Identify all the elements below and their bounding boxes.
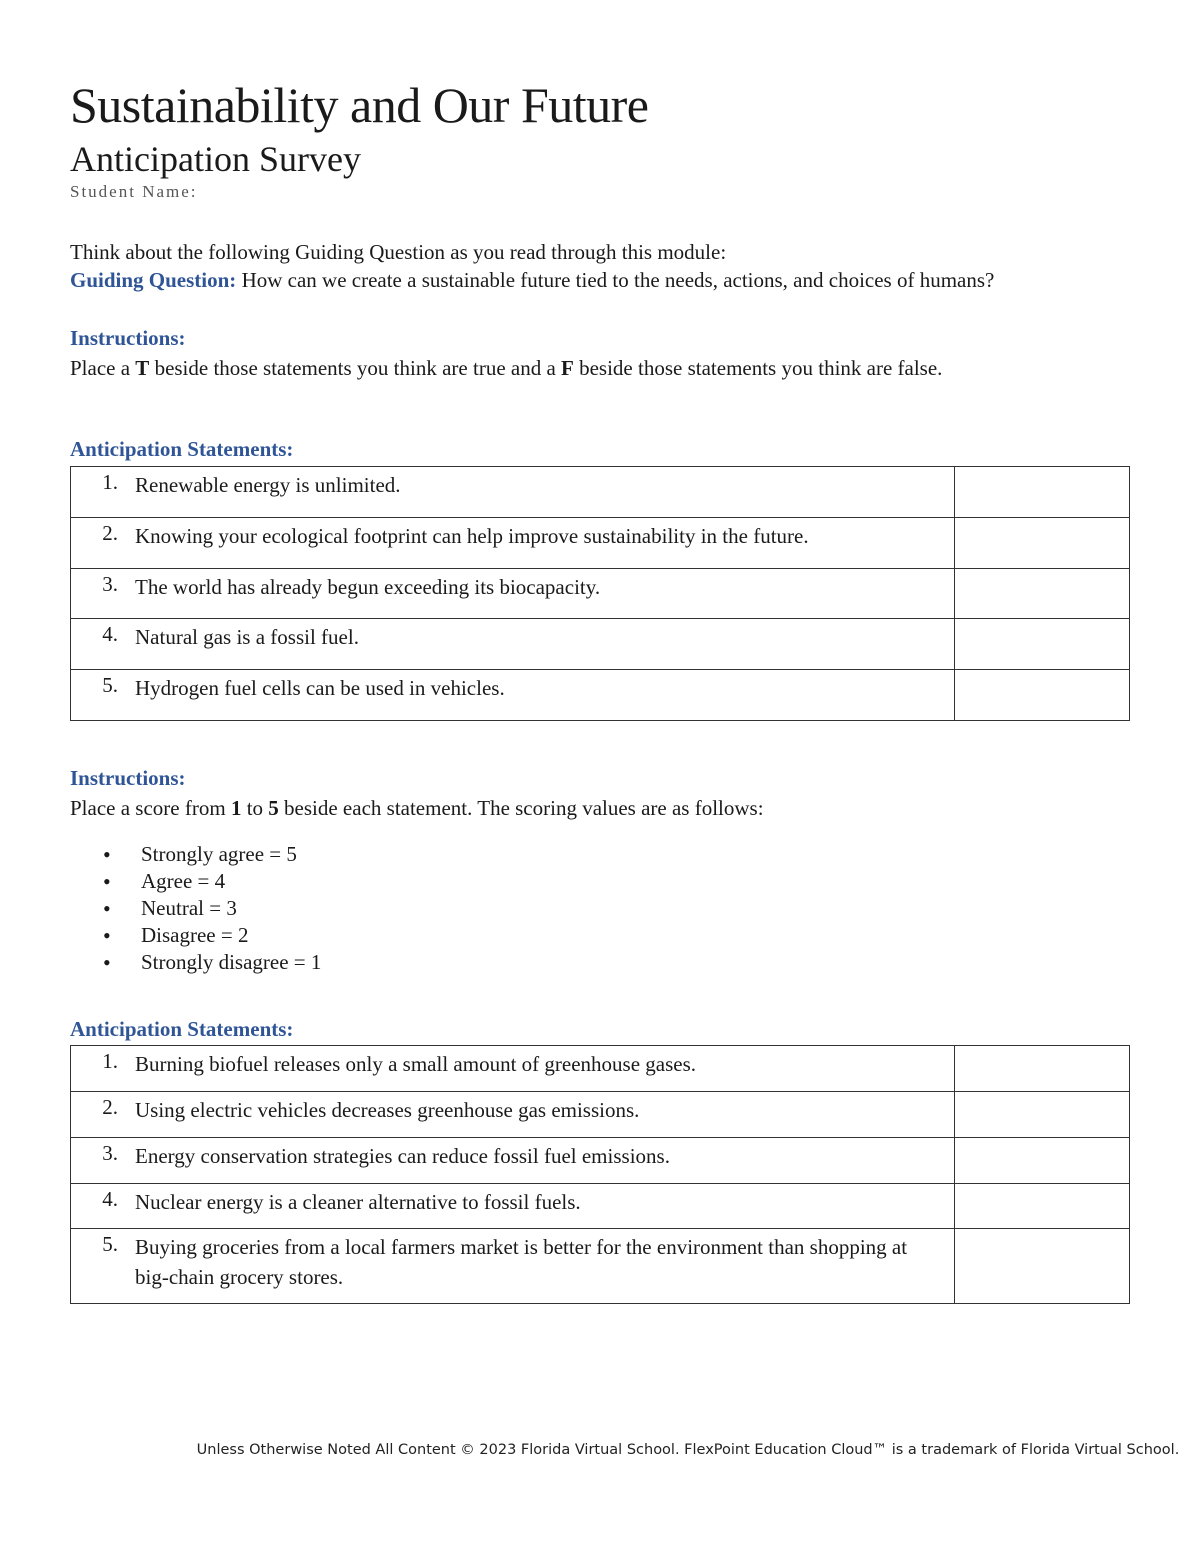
statement-cell bbox=[71, 619, 955, 670]
statement-cell bbox=[71, 467, 955, 518]
table-row bbox=[71, 1046, 1130, 1092]
table-row bbox=[71, 1184, 1130, 1229]
table-row bbox=[71, 1138, 1130, 1184]
statement-text: Nuclear energy is a cleaner alternative to fossil fuels. bbox=[135, 1190, 581, 1214]
instr1-true-letter: T bbox=[135, 356, 150, 380]
instructions-heading-1: Instructions: bbox=[70, 326, 186, 350]
document-title: Sustainability and Our Future bbox=[70, 77, 649, 133]
instructions-heading-2: Instructions: bbox=[70, 766, 186, 790]
statement-text: Using electric vehicles decreases greenhouse gas emissions. bbox=[135, 1098, 640, 1122]
statement-number: 2. bbox=[102, 1095, 118, 1119]
statement-number: 4. bbox=[102, 622, 118, 646]
instr2-part-c: beside each statement. The scoring values are as follows: bbox=[278, 796, 764, 820]
list-item: • Disagree = 2 bbox=[70, 922, 321, 949]
answer-cell[interactable] bbox=[955, 467, 1130, 518]
statement-number: 3. bbox=[102, 572, 118, 596]
statement-cell bbox=[71, 1138, 955, 1184]
instr1-part-b: beside those statements you think are true and a bbox=[149, 356, 562, 380]
instr2-part-a: Place a score from bbox=[70, 796, 231, 820]
answer-cell[interactable] bbox=[955, 1092, 1130, 1138]
answer-cell[interactable] bbox=[955, 1184, 1130, 1229]
instr2-part-b: to bbox=[241, 796, 269, 820]
statement-number: 1. bbox=[102, 1049, 118, 1073]
statement-number: 5. bbox=[102, 1232, 118, 1256]
table-row bbox=[71, 518, 1130, 569]
instr1-part-c: beside those statements you think are false. bbox=[573, 356, 943, 380]
statement-text: Natural gas is a fossil fuel. bbox=[135, 625, 359, 649]
statement-number: 2. bbox=[102, 521, 118, 545]
table-row bbox=[71, 619, 1130, 670]
answer-cell[interactable] bbox=[955, 569, 1130, 619]
answer-cell[interactable] bbox=[955, 1046, 1130, 1092]
guiding-question-label: Guiding Question: bbox=[70, 268, 237, 292]
statement-cell bbox=[71, 1184, 955, 1229]
answer-cell[interactable] bbox=[955, 1229, 1130, 1304]
instr1-false-letter: F bbox=[561, 356, 574, 380]
statements-heading-2: Anticipation Statements: bbox=[70, 1017, 294, 1041]
copyright-footer: Unless Otherwise Noted All Content © 2023 Florida Virtual School. FlexPoint Education Cloud™ is a trademark of Florida Virtual School. bbox=[196, 1442, 1180, 1458]
statement-text: Hydrogen fuel cells can be used in vehicles. bbox=[135, 676, 505, 700]
statement-text: Buying groceries from a local farmers market is better for the environment than shopping at big-chain grocery stores. bbox=[135, 1235, 908, 1289]
list-item: • Strongly disagree = 1 bbox=[70, 949, 321, 976]
statement-number: 1. bbox=[102, 470, 118, 494]
guiding-question-text: How can we create a sustainable future tied to the needs, actions, and choices of humans? bbox=[236, 268, 995, 292]
answer-cell[interactable] bbox=[955, 619, 1130, 670]
instructions-text-2 bbox=[70, 796, 764, 821]
instr1-part-a: Place a bbox=[70, 356, 136, 380]
scoring-scale-list bbox=[70, 841, 321, 976]
statement-text: Burning biofuel releases only a small amount of greenhouse gases. bbox=[135, 1052, 697, 1076]
answer-cell[interactable] bbox=[955, 670, 1130, 721]
statement-text: Energy conservation strategies can reduce fossil fuel emissions. bbox=[135, 1144, 670, 1168]
statement-cell bbox=[71, 569, 955, 619]
instructions-text-1 bbox=[70, 356, 942, 381]
answer-cell[interactable] bbox=[955, 1138, 1130, 1184]
statements-table-1 bbox=[70, 466, 1130, 721]
statement-cell bbox=[71, 1046, 955, 1092]
student-name-label: Student Name: bbox=[70, 182, 198, 201]
statements-heading-1: Anticipation Statements: bbox=[70, 437, 294, 461]
table-row bbox=[71, 467, 1130, 518]
table-row bbox=[71, 670, 1130, 721]
statement-number: 5. bbox=[102, 673, 118, 697]
guiding-question bbox=[70, 268, 994, 293]
list-item: • Neutral = 3 bbox=[70, 895, 321, 922]
instr2-max-score: 5 bbox=[268, 796, 279, 820]
table-row bbox=[71, 1092, 1130, 1138]
statement-number: 4. bbox=[102, 1187, 118, 1211]
statement-text: Knowing your ecological footprint can help improve sustainability in the future. bbox=[135, 524, 809, 548]
intro-text: Think about the following Guiding Question as you read through this module: bbox=[70, 240, 727, 264]
table-row bbox=[71, 1229, 1130, 1304]
statement-cell bbox=[71, 1092, 955, 1138]
statements-table-2 bbox=[70, 1045, 1130, 1304]
statement-number: 3. bbox=[102, 1141, 118, 1165]
statement-cell bbox=[71, 518, 955, 569]
statement-text: The world has already begun exceeding its biocapacity. bbox=[135, 575, 601, 599]
statement-text: Renewable energy is unlimited. bbox=[135, 473, 401, 497]
answer-cell[interactable] bbox=[955, 518, 1130, 569]
instr2-min-score: 1 bbox=[230, 796, 242, 820]
document-subtitle: Anticipation Survey bbox=[70, 139, 361, 179]
list-item: • Agree = 4 bbox=[70, 868, 321, 895]
list-item: • Strongly agree = 5 bbox=[70, 841, 321, 868]
statement-cell bbox=[71, 670, 955, 721]
statement-cell bbox=[71, 1229, 955, 1304]
table-row bbox=[71, 569, 1130, 619]
